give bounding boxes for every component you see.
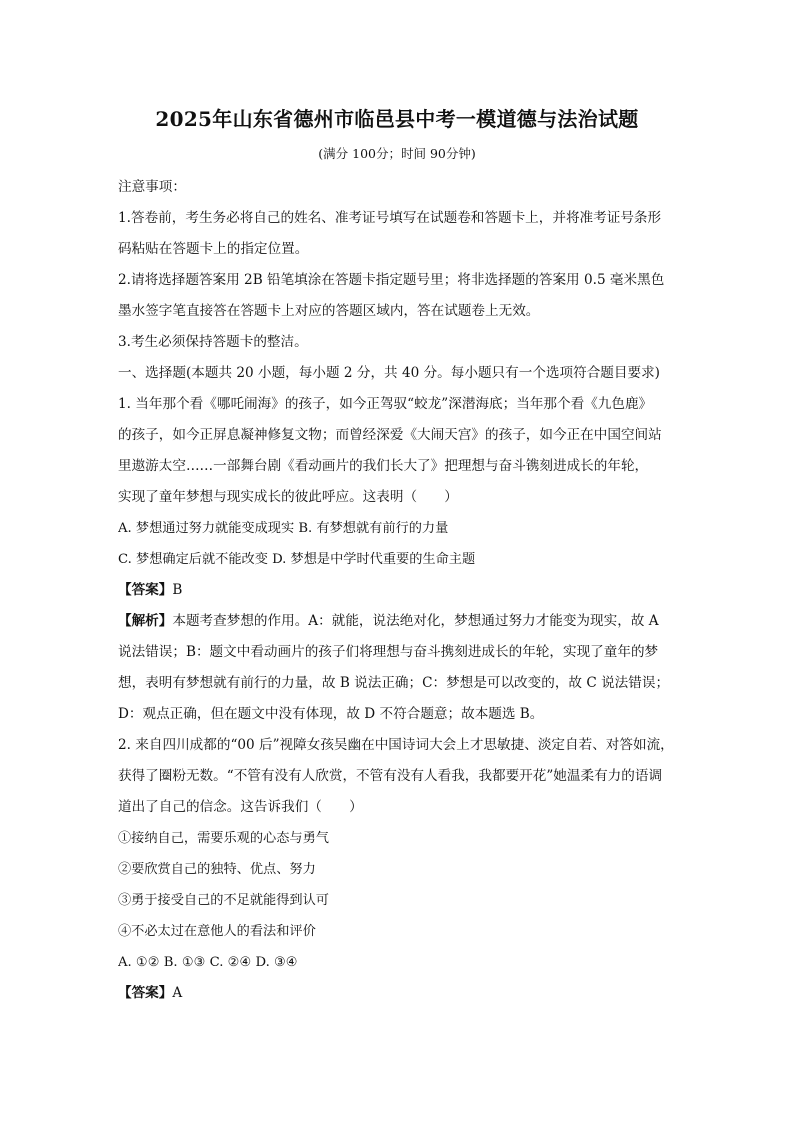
analysis-text: 本题考查梦想的作用。A：就能，说法绝对化，梦想通过努力才能变为现实，故 A (172, 613, 659, 629)
question-2-item: ①接纳自己，需要乐观的心态与勇气 (118, 831, 329, 846)
question-1-stem: 实现了童年梦想与现实成长的彼此呼应。这表明（ ） (118, 489, 458, 505)
question-1-stem: 1. 当年那个看《哪吒闹海》的孩子，如今正驾驭“蛟龙”深潜海底；当年那个看《九色鹿》 (118, 396, 653, 412)
question-2-answer (118, 978, 684, 1009)
question-1-stem: 里遨游太空……一部舞台剧《看动画片的我们长大了》把理想与奋斗镌刻进成长的年轮， (118, 458, 649, 474)
notes-line: 3.考生必须保持答题卡的整洁。 (118, 334, 308, 350)
answer-value: B (172, 582, 183, 598)
answer-value: A (172, 985, 183, 1001)
question-1-options: A. 梦想通过努力就能变成现实 B. 有梦想就有前行的力量 (118, 521, 449, 536)
question-2-item: ③勇于接受自己的不足就能得到认可 (118, 893, 329, 908)
notes-line: 墨水签字笔直接答在答题卡上对应的答题区域内，答在试题卷上无效。 (118, 303, 540, 319)
question-2-stem: 获得了圈粉无数。“不管有没有人欣赏，不管有没有人看我，我都要开花”她温柔有力的语调 (118, 768, 663, 784)
question-1-answer (118, 575, 684, 606)
question-1-options: C. 梦想确定后就不能改变 D. 梦想是中学时代重要的生命主题 (118, 552, 476, 567)
notes-line: 2.请将选择题答案用 2B 铅笔填涂在答题卡指定题号里；将非选择题的答案用 0.5 毫米黑色 (118, 272, 665, 288)
document-subtitle: (满分 100分；时间 90分钟) (318, 146, 476, 161)
notes-heading: 注意事项： (118, 179, 186, 195)
question-2-options: A. ①② B. ①③ C. ②④ D. ③④ (118, 955, 298, 970)
question-2-item: ②要欣赏自己的独特、优点、努力 (118, 862, 316, 877)
document-title: 2025年山东省德州市临邑县中考一模道德与法治试题 (155, 107, 639, 131)
question-1-analysis: D：观点正确，但在题文中没有体现，故 D 不符合题意；故本题选 B。 (118, 706, 544, 722)
notes-line: 码粘贴在答题卡上的指定位置。 (118, 241, 309, 257)
section-heading: 一、选择题(本题共 20 小题，每小题 2 分，共 40 分。每小题只有一个选项符合题目要求) (118, 365, 660, 381)
document-body (118, 172, 684, 1009)
answer-label: 【答案】 (118, 582, 173, 598)
question-2-stem: 2. 来自四川成都的“00 后”视障女孩吴幽在中国诗词大会上才思敏捷、淡定自若、对答如流， (118, 737, 674, 753)
answer-label: 【答案】 (118, 985, 173, 1001)
question-1-analysis (118, 606, 684, 637)
question-1-analysis: 说法错误；B：题文中看动画片的孩子们将理想与奋斗携刻进成长的年轮，实现了童年的梦 (118, 644, 659, 660)
question-2-item: ④不必太过在意他人的看法和评价 (118, 924, 316, 939)
question-2-stem: 道出了自己的信念。这告诉我们（ ） (118, 799, 363, 815)
notes-line: 1.答卷前，考生务必将自己的姓名、准考证号填写在试题卷和答题卡上，并将准考证号条形 (118, 210, 662, 226)
question-1-analysis: 想，表明有梦想就有前行的力量，故 B 说法正确；C：梦想是可以改变的，故 C 说法错误； (118, 675, 670, 691)
analysis-label: 【解析】 (118, 613, 173, 629)
question-1-stem: 的孩子，如今正屏息凝神修复文物；而曾经深爱《大闹天宫》的孩子，如今正在中国空间站 (118, 427, 662, 443)
